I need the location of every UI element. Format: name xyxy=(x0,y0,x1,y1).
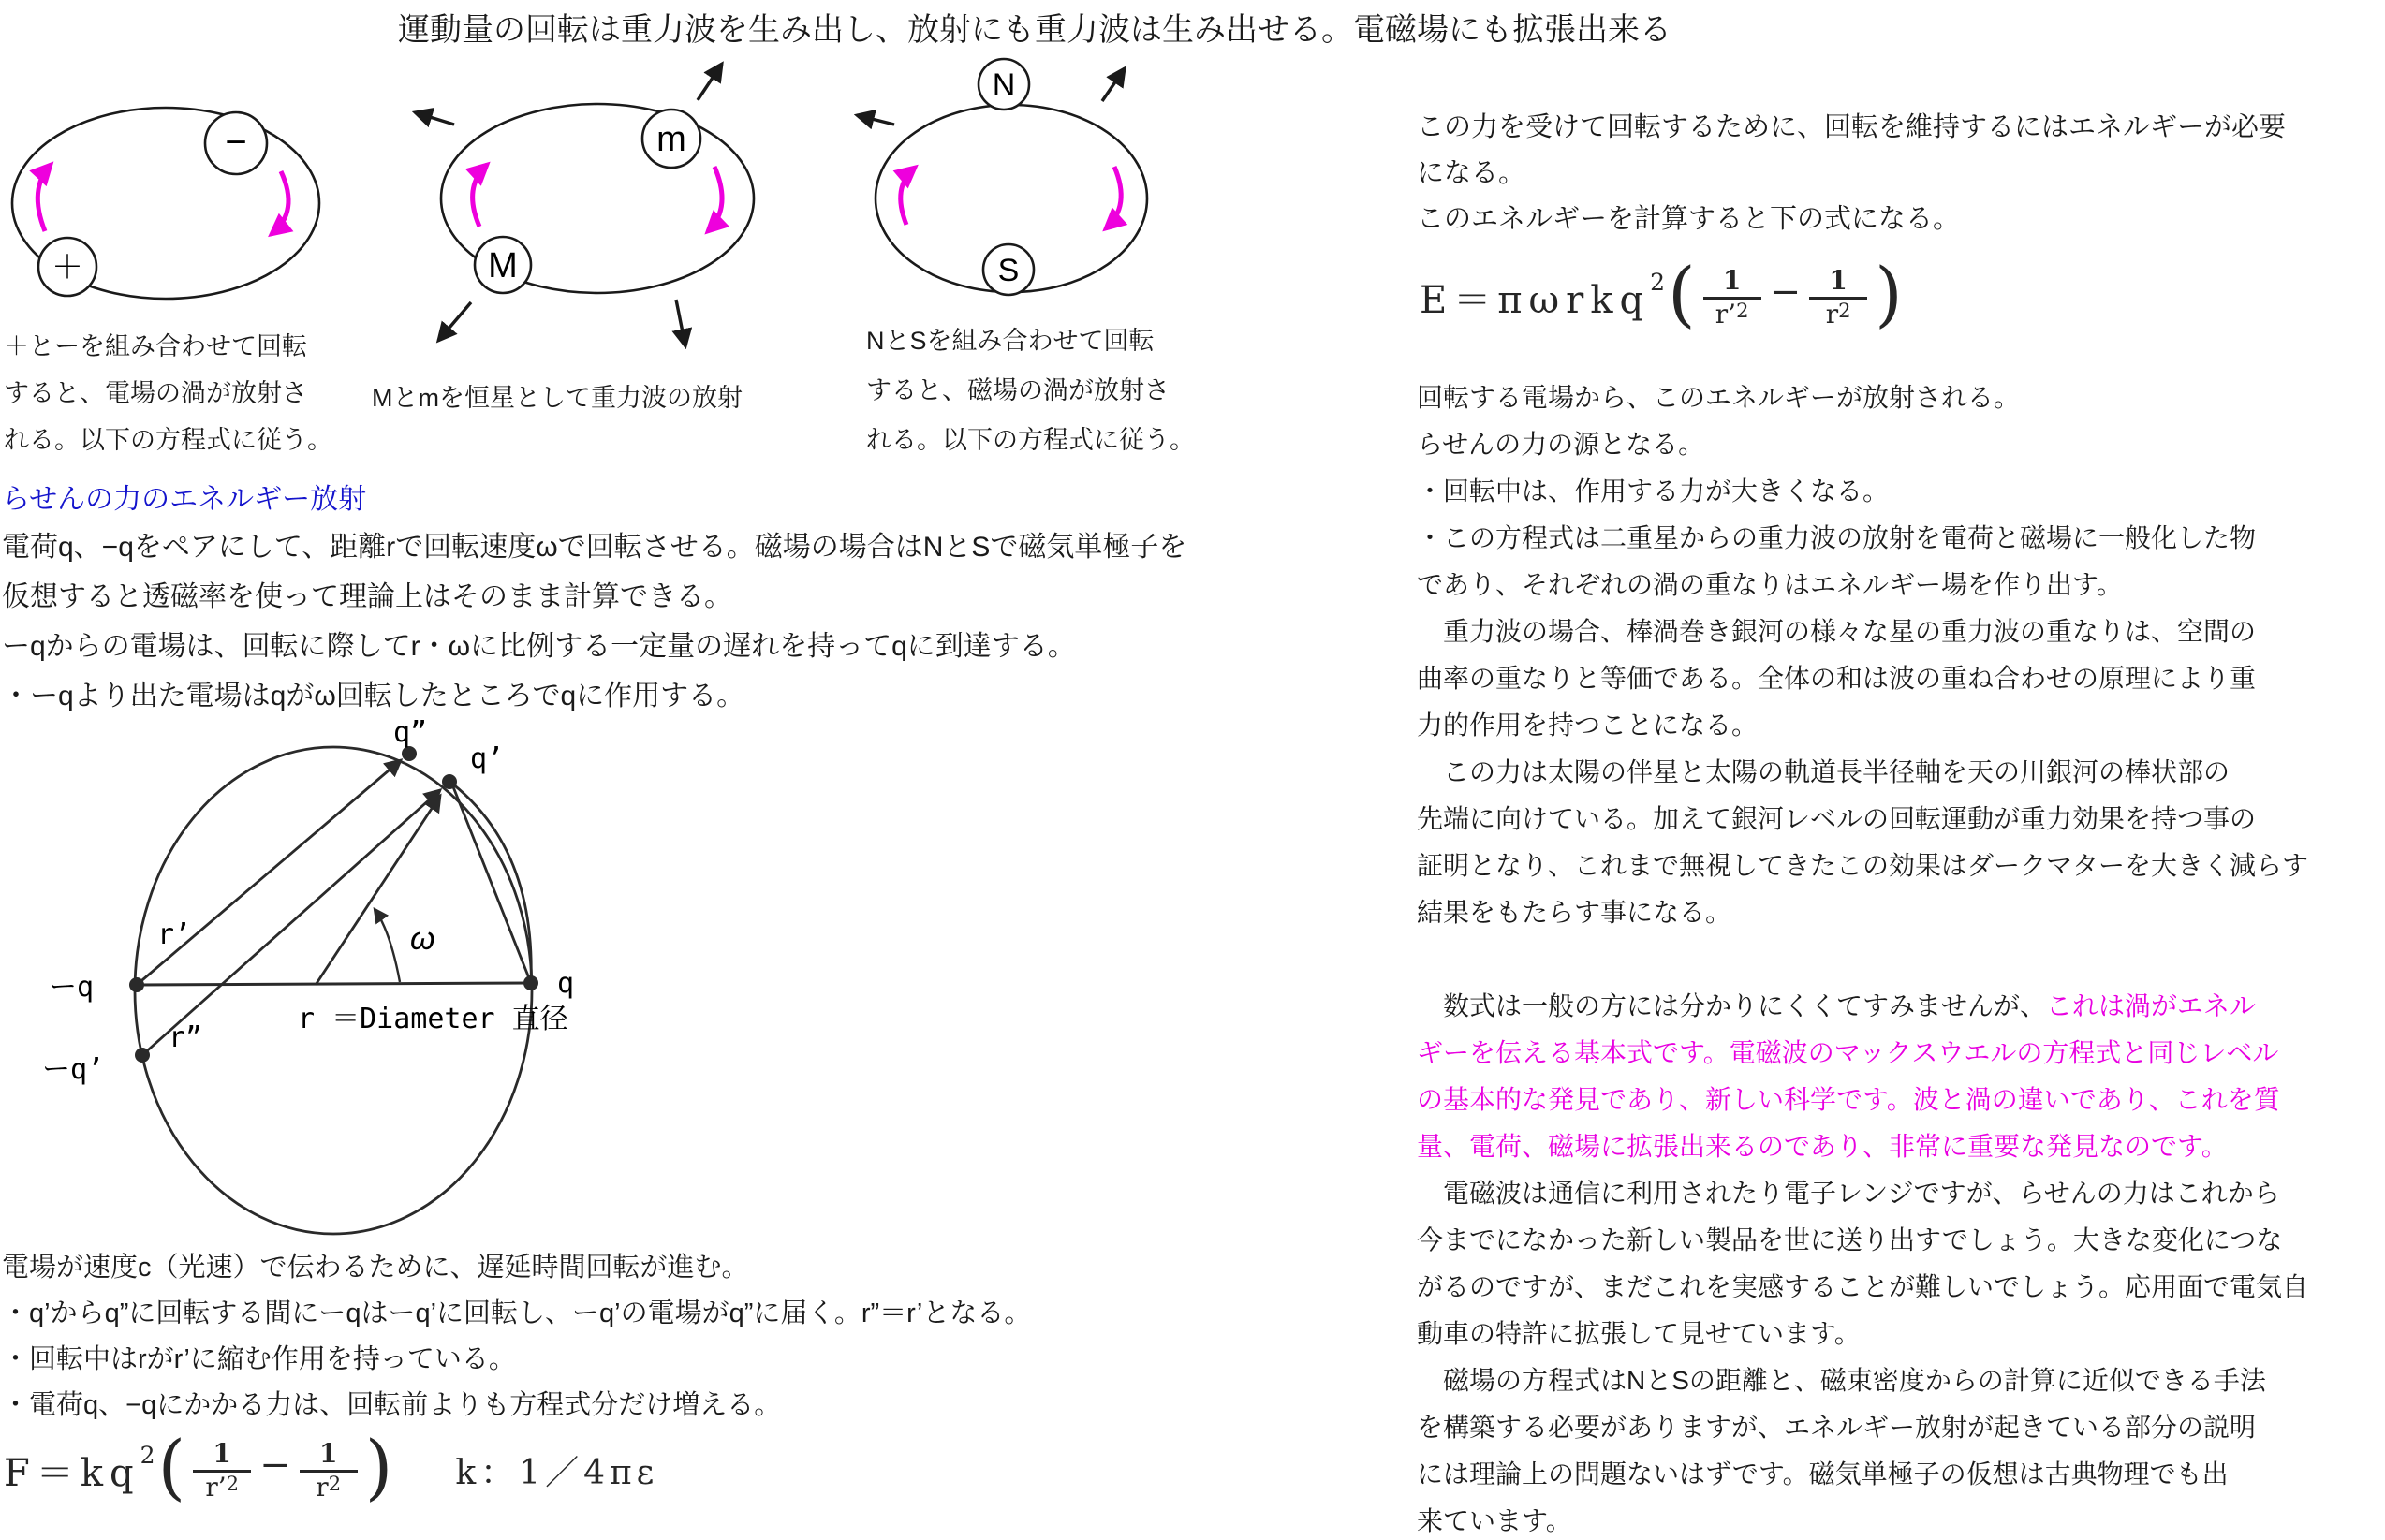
rotation-arrow-icon xyxy=(37,165,51,231)
text-line: ・回転中はrがr’に縮む作用を持っている。 xyxy=(2,1344,516,1374)
text-line: 来ています。 xyxy=(1417,1506,1572,1535)
minus-sign: − xyxy=(259,1443,291,1487)
right-intro-paragraph xyxy=(1417,105,2385,242)
caption-magnet-pair xyxy=(866,316,1222,465)
label-q: q xyxy=(557,967,575,1000)
radiation-arrow-icon xyxy=(676,300,685,346)
diameter-line xyxy=(137,983,531,985)
text-line: を構築する必要がありますが、エネルギー放射が起きている部分の説明 xyxy=(1417,1413,2257,1442)
text-line: れる。以下の方程式に従う。 xyxy=(4,426,332,454)
text-line: この力は太陽の伴星と太陽の軌道長半径軸を天の川銀河の棒状部の xyxy=(1417,757,2230,786)
open-paren: ( xyxy=(157,1424,186,1508)
rotation-circle xyxy=(135,747,532,1234)
close-paren: ) xyxy=(364,1424,393,1508)
text-line: ・ーqより出た電場はqがω回転したところでqに作用する。 xyxy=(2,681,745,711)
text-line: らせんの力の源となる。 xyxy=(1417,430,1705,459)
force-equation-lhs: F＝kq xyxy=(4,1452,140,1496)
text-line: 動車の特許に拡張して見せています。 xyxy=(1417,1319,1861,1348)
text-line: 曲率の重なりと等価である。全体の和は波の重ね合わせの原理により重 xyxy=(1417,664,2257,693)
rotation-arrow-icon xyxy=(1106,167,1121,228)
text-line: ギーを伝える基本式です。電磁波のマックスウエルの方程式と同じレベル xyxy=(1417,1038,2279,1067)
text-line: 結果をもたらす事になる。 xyxy=(1417,898,1732,927)
caption-binary-star xyxy=(372,381,896,415)
point-neg-q-prime xyxy=(135,1048,150,1063)
text-line: このエネルギーを計算すると下の式になる。 xyxy=(1417,204,1961,234)
text-line: 電磁波は通信に利用されたり電子レンジですが、らせんの力はこれから xyxy=(1417,1179,2280,1208)
energy-equation-lhs: E＝πωrkq xyxy=(1420,279,1651,323)
text-line: 量、電荷、磁場に拡張出来るのであり、非常に重要な発見なのです。 xyxy=(1417,1132,2228,1161)
text-line: ・回転中は、作用する力が大きくなる。 xyxy=(1417,477,1890,506)
point-q-prime xyxy=(442,774,457,789)
text-line: この力を受けて回転するために、回転を維持するにはエネルギーが必要 xyxy=(1417,112,2287,142)
delay-paragraph xyxy=(2,1245,1388,1429)
text-line: ・電荷q、−qにかかる力は、回転前よりも方程式分だけ増える。 xyxy=(2,1390,782,1420)
point-neg-q xyxy=(129,977,144,992)
energy-exponent: 2 xyxy=(1650,269,1665,297)
text-line: であり、それぞれの渦の重なりはエネルギー場を作り出す。 xyxy=(1417,570,2123,599)
text-line: 力的作用を持つことになる。 xyxy=(1417,711,1759,740)
label-r-double-prime: r” xyxy=(169,1021,203,1054)
r-prime-line xyxy=(137,760,401,985)
open-paren: ( xyxy=(1667,251,1696,335)
text-line: 証明となり、これまで無視してきたこの効果はダークマターを大きく減らす xyxy=(1417,851,2309,880)
close-paren: ) xyxy=(1875,251,1903,335)
label-neg-q: ーq xyxy=(49,971,95,1004)
radiation-arrow-icon xyxy=(415,112,454,125)
text-line: ＋とーを組み合わせて回転 xyxy=(4,332,307,360)
force-exponent: 2 xyxy=(140,1442,155,1470)
text-line: 回転する電場から、このエネルギーが放射される。 xyxy=(1417,383,2021,412)
magnet-pair-diagram xyxy=(857,59,1147,295)
energy-equation xyxy=(1420,251,1904,335)
text-line xyxy=(1417,936,2385,983)
section-heading-spiral-energy: らせんの力のエネルギー放射 xyxy=(2,484,367,515)
omega-arc-arrow-icon xyxy=(375,909,400,982)
negative-charge-label: − xyxy=(225,122,247,163)
radiation-arrow-icon xyxy=(698,64,722,100)
radiation-arrow-icon xyxy=(857,115,894,125)
label-r-prime: r’ xyxy=(157,918,192,951)
text-line: NとSを組み合わせて回転 xyxy=(866,327,1155,355)
text-line: ・この方程式は二重星からの重力波の放射を電荷と磁場に一般化した物 xyxy=(1417,523,2257,552)
force-equation xyxy=(4,1424,659,1508)
text-line: 今までになかった新しい製品を世に送り出すでしょう。大きな変化につな xyxy=(1417,1225,2283,1254)
fraction-r: $\frac{1}{r^2}$ xyxy=(1809,267,1867,329)
text-line: すると、磁場の渦が放射さ xyxy=(866,376,1170,404)
setup-paragraph xyxy=(2,522,1360,721)
text-line: 先端に向けている。加えて銀河レベルの回転運動が重力効果を持つ事の xyxy=(1417,804,2257,833)
rotation-arrow-icon xyxy=(708,167,722,231)
north-pole-label: N xyxy=(992,67,1016,103)
label-q-prime: q’ xyxy=(470,742,505,775)
label-neg-q-prime: ーq’ xyxy=(42,1053,105,1086)
label-q-double-prime: q” xyxy=(393,716,428,749)
text-line: 磁場の方程式はNとSの距離と、磁束密度からの計算に近似できる手法 xyxy=(1417,1366,2266,1395)
fraction-r-prime: $\frac{1}{r’^2}$ xyxy=(1703,267,1761,329)
text-line: には理論上の問題ないはずです。磁気単極子の仮想は古典物理でも出 xyxy=(1417,1459,2229,1489)
text-line: ・q’からq”に回転する間にーqはーq’に回転し、ーq’の電場がq”に届く。r”＝r’となる。 xyxy=(2,1298,1032,1328)
text-line: 重力波の場合、棒渦巻き銀河の様々な星の重力波の重なりは、空間の xyxy=(1417,617,2257,646)
right-body-paragraph xyxy=(1417,374,2385,1540)
point-q xyxy=(523,975,538,990)
caption-charge-pair xyxy=(4,323,341,463)
constant-note: k：1／4πε xyxy=(455,1454,659,1493)
charge-pair-diagram xyxy=(12,108,319,299)
text-line: れる。以下の方程式に従う。 xyxy=(866,426,1195,454)
binary-star-diagram xyxy=(415,64,754,346)
south-pole-label: S xyxy=(997,253,1020,288)
large-star-label: M xyxy=(488,246,518,286)
page-title: 運動量の回転は重力波を生み出し、放射にも重力波は生み出せる。電磁場にも拡張出来る xyxy=(398,12,1671,48)
radiation-arrow-icon xyxy=(438,302,471,341)
rotation-arrow-icon xyxy=(272,171,288,234)
fraction-r: $\frac{1}{r^2}$ xyxy=(300,1440,358,1502)
radiation-arrow-icon xyxy=(1102,68,1125,101)
rotation-arrow-icon xyxy=(901,168,915,225)
text-line: 仮想すると透磁率を使って理論上はそのまま計算できる。 xyxy=(2,581,732,612)
minus-sign: − xyxy=(1769,270,1802,314)
text-line: 電荷q、−qをペアにして、距離rで回転速度ωで回転させる。磁場の場合はNとSで磁気単極子を xyxy=(2,532,1187,563)
rotation-delay-figure xyxy=(0,693,637,1245)
text-line: になる。 xyxy=(1417,158,1526,188)
text-line: 電場が速度c（光速）で伝わるために、遅延時間回転が進む。 xyxy=(2,1253,749,1283)
rotation-arrow-icon xyxy=(473,165,487,227)
label-diameter: r ＝Diameter 直径 xyxy=(298,1003,568,1035)
text-line: Mとmを恒星として重力波の放射 xyxy=(372,384,743,412)
text-line: がるのですが、まだこれを実感することが難しいでしょう。応用面で電気自 xyxy=(1417,1272,2309,1301)
text-line: の基本的な発見であり、新しい科学です。波と渦の違いであり、これを質 xyxy=(1417,1085,2280,1114)
text-line: すると、電場の渦が放射さ xyxy=(4,379,307,407)
text-line: 数式は一般の方には分かりにくくてすみませんが、これは渦がエネル xyxy=(1417,991,2257,1020)
small-star-label: m xyxy=(656,120,686,159)
label-omega: ω xyxy=(410,921,435,957)
positive-charge-label: ＋ xyxy=(52,250,83,286)
text-line: ーqからの電場は、回転に際してr・ωに比例する一定量の遅れを持ってqに到達する。 xyxy=(2,631,1076,662)
fraction-r-prime: $\frac{1}{r’^2}$ xyxy=(193,1440,251,1502)
